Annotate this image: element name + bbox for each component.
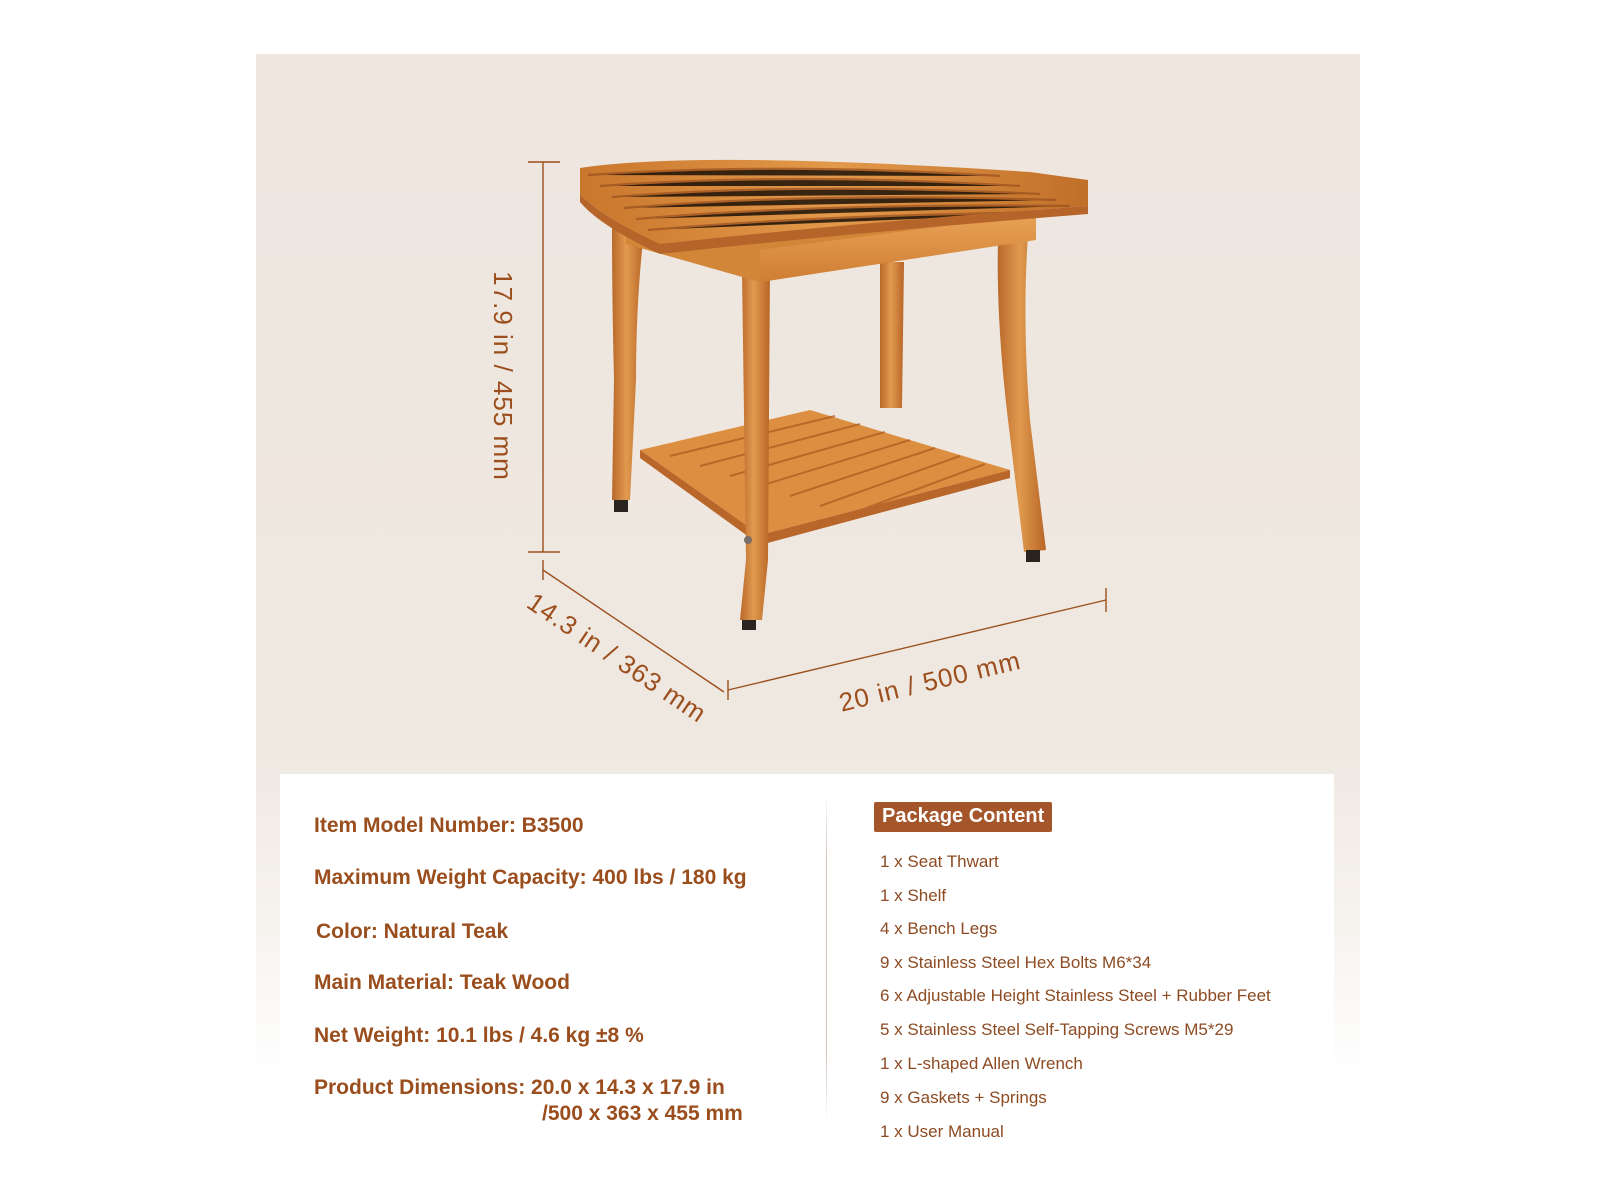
package-item: 1 x Shelf: [880, 886, 947, 905]
package-item: 9 x Stainless Steel Hex Bolts M6*34: [880, 953, 1152, 972]
depth-label: 14.3 in / 363 mm: [521, 586, 713, 729]
spec-dimensions-metric: /500 x 363 x 455 mm: [542, 1102, 743, 1125]
package-item: 1 x User Manual: [880, 1122, 1004, 1141]
width-label: 20 in / 500 mm: [835, 644, 1024, 718]
package-content-title: Package Content: [874, 802, 1052, 832]
column-divider: [826, 792, 827, 1122]
width-dimension: [728, 588, 1106, 718]
spec-weight-capacity: Maximum Weight Capacity: 400 lbs / 180 kg: [314, 866, 747, 889]
package-item: 5 x Stainless Steel Self-Tapping Screws M5*29: [880, 1020, 1234, 1039]
package-item: 9 x Gaskets + Springs: [880, 1088, 1047, 1107]
package-item: 1 x Seat Thwart: [880, 852, 999, 871]
depth-dimension: [522, 560, 724, 729]
height-dimension: [488, 162, 560, 552]
spec-net-weight: Net Weight: 10.1 lbs / 4.6 kg ±8 %: [314, 1024, 644, 1047]
spec-dimensions: Product Dimensions: 20.0 x 14.3 x 17.9 in: [314, 1076, 725, 1099]
spec-color: Color: Natural Teak: [316, 920, 509, 943]
package-item: 1 x L-shaped Allen Wrench: [880, 1054, 1083, 1073]
spec-material: Main Material: Teak Wood: [314, 971, 570, 994]
package-item: 6 x Adjustable Height Stainless Steel + Rubber Feet: [880, 986, 1271, 1005]
spec-model-number: Item Model Number: B3500: [314, 814, 584, 837]
teak-bench-image: [580, 160, 1088, 630]
height-label: 17.9 in / 455 mm: [488, 271, 518, 481]
package-item: 4 x Bench Legs: [880, 919, 998, 938]
